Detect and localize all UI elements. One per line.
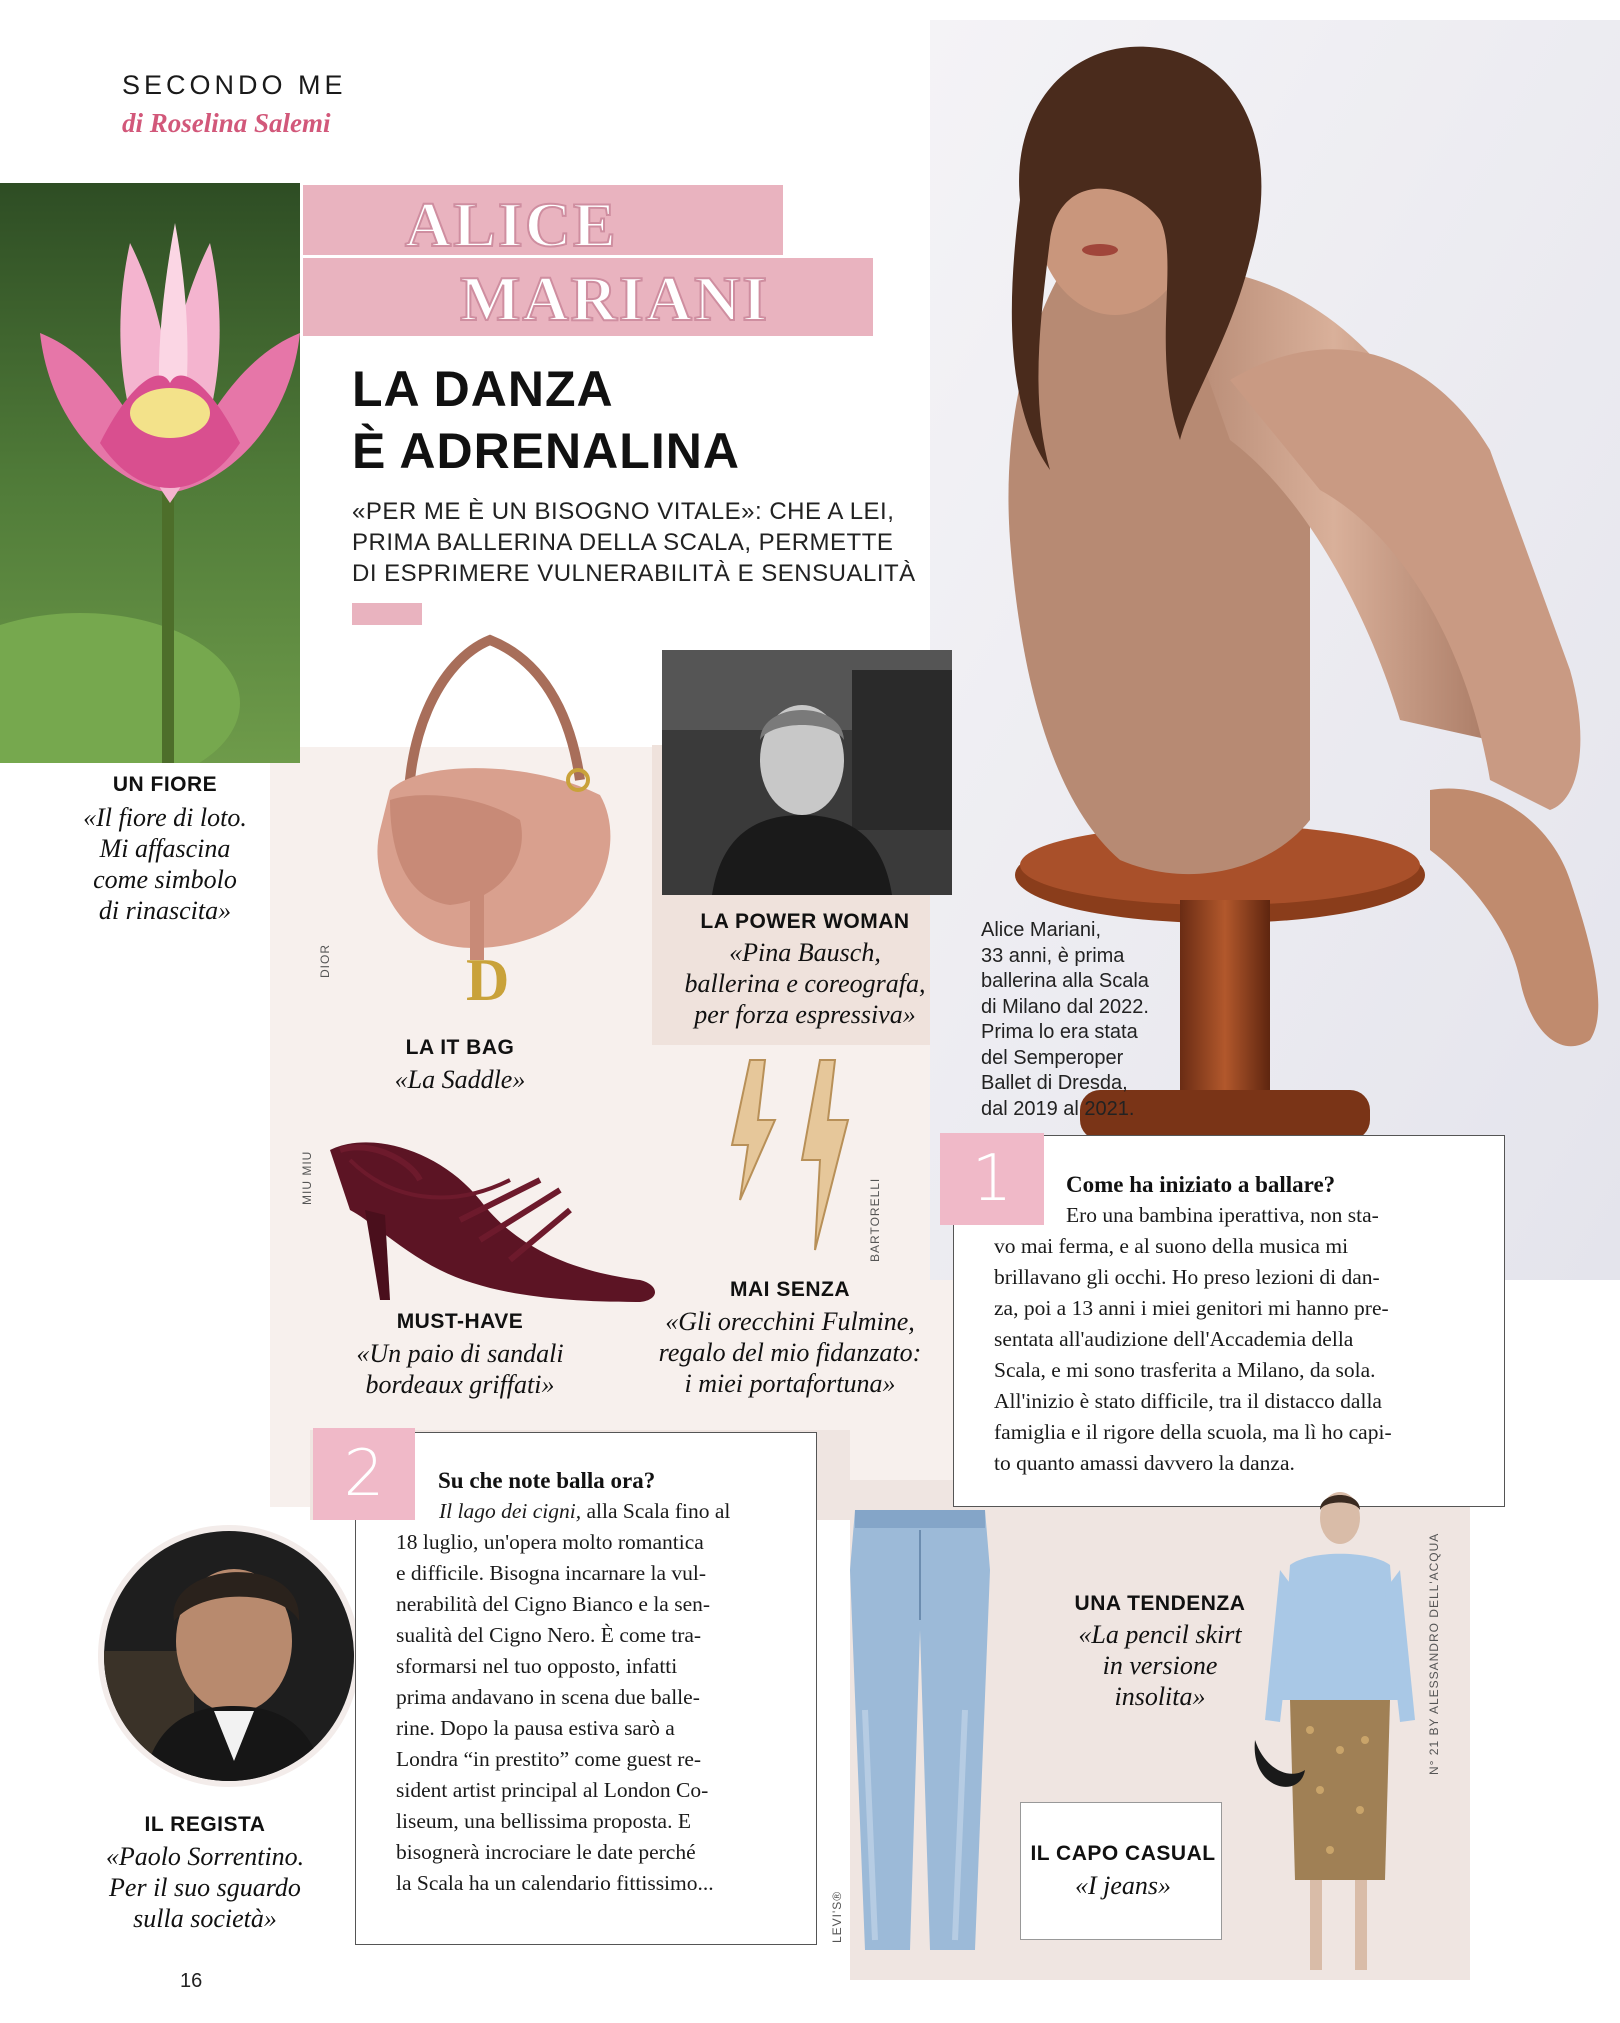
name-first: ALICE [405,189,618,260]
tendenza-quote [1040,1619,1280,1712]
qa2-line: bisognerà incrociare le date perché [396,1840,696,1864]
qa1-line: Scala, e mi sono trasferita a Milano, da sola. [994,1358,1376,1382]
qa1-line: vo mai ferma, e al suono della musica mi [994,1234,1349,1258]
photo-caption-line: 33 anni, è prima [981,944,1125,967]
regista-quote-line: sulla società» [133,1904,277,1933]
tendenza-credit: N° 21 BY ALESSANDRO DELL'ACQUA [1427,1532,1441,1775]
standfirst-line: «PER ME È UN BISOGNO VITALE»: CHE A LEI, [352,498,895,525]
powerwoman-title: LA POWER WOMAN [700,910,910,933]
capo-credit: LEVI'S® [830,1890,844,1943]
photo-caption-line: Prima lo era stata [981,1021,1138,1043]
tendenza-quote-line: «La pencil skirt [1078,1620,1242,1649]
qa2-line: e difficile. Bisogna incarnare la vul- [396,1561,707,1585]
photo-caption-line: del Semperoper [981,1046,1124,1069]
fiore-quote-line: di rinascita» [98,896,232,925]
qa2-line: liseum, una bellissima proposta. E [396,1809,691,1833]
qa2-line: sformarsi nel tuo opposto, infatti [396,1654,678,1678]
musthave-title: MUST-HAVE [396,1310,524,1333]
pencil-skirt-model-image [1250,1490,1430,1980]
fiore-quote [50,802,280,926]
photo-caption-line: dal 2019 al 2021. [981,1097,1135,1120]
tendenza-quote-line: insolita» [1114,1682,1206,1711]
photo-caption-line: Alice Mariani, [981,919,1102,941]
sandals-image [310,1120,670,1310]
qa2-line: rine. Dopo la pausa estiva sarò a [396,1716,675,1740]
maisenza-quote-line: regalo del mio fidanzato: [658,1338,922,1367]
qa1-line: All'inizio è stato difficile, tra il distacco dalla [994,1389,1382,1413]
standfirst-line: PRIMA BALLERINA DELLA SCALA, PERMETTE [352,529,894,556]
maisenza-title: MAI SENZA [730,1278,850,1301]
powerwoman-quote-line: ballerina e coreografa, [684,969,926,998]
qa1-number: 1 [940,1133,1044,1225]
lotus-photo [0,183,300,763]
qa2-line: alla Scala fino al [581,1499,731,1523]
maisenza-credit: BARTORELLI [868,1177,882,1262]
qa1-line: brillavano gli occhi. Ho preso lezioni di dan- [994,1265,1380,1289]
svg-text:D: D [466,947,510,1013]
itbag-quote: «La Saddle» [394,1065,526,1094]
name-last: MARIANI [460,263,770,334]
byline: di Roselina Salemi [122,108,331,138]
qa1-answer [994,1200,1466,1479]
qa2-line: sualità del Cigno Nero. È come tra- [396,1623,702,1647]
qa2-line: nerabilità del Cigno Bianco e la sen- [396,1592,711,1616]
qa2-line: prima andavano in scena due balle- [396,1685,700,1709]
qa1-line: Ero una bambina iperattiva, non sta- [1066,1203,1379,1227]
tendenza-quote-line: in versione [1102,1651,1218,1680]
qa1-line: sentata all'audizione dell'Accademia della [994,1327,1354,1351]
powerwoman-quote [655,937,955,1030]
qa2-line: sident artist principal al London Co- [396,1778,709,1802]
sorrentino-photo [98,1525,360,1787]
itbag-credit: DIOR [318,944,332,978]
regista-title: IL REGISTA [144,1813,266,1836]
photo-caption-line: ballerina alla Scala [981,970,1149,992]
photo-caption-line: di Milano dal 2022. [981,995,1149,1018]
musthave-credit: MIU MIU [300,1150,314,1205]
headline [352,358,740,482]
powerwoman-quote-line: «Pina Bausch, [729,938,881,967]
standfirst [352,496,916,589]
itbag-title: LA IT BAG [405,1036,515,1059]
jeans-image [845,1510,995,1960]
standfirst-line: DI ESPRIMERE VULNERABILITÀ E SENSUALITÀ [352,560,916,587]
maisenza-quote-line: «Gli orecchini Fulmine, [665,1307,915,1336]
photo-caption [981,918,1149,1122]
fiore-quote-line: Mi affascina [99,834,231,863]
fiore-quote-line: «Il fiore di loto. [83,803,247,832]
qa2-number: 2 [313,1428,415,1520]
qa2-question: Su che note balla ora? [438,1468,656,1493]
fiore-quote-line: come simbolo [93,865,237,894]
capo-title: IL CAPO CASUAL [1030,1842,1216,1865]
qa1-line: za, poi a 13 anni i miei genitori mi hanno pre- [994,1296,1389,1320]
earrings-image [720,1050,870,1265]
capo-quote: «I jeans» [1074,1871,1172,1900]
qa2-line: Londra “in prestito” come guest re- [396,1747,702,1771]
regista-quote-line: Per il suo sguardo [109,1873,301,1902]
qa2-line: 18 luglio, un'opera molto romantica [396,1530,704,1554]
photo-caption-line: Ballet di Dresda, [981,1072,1128,1094]
maisenza-quote-line: i miei portafortuna» [684,1369,896,1398]
musthave-quote [320,1338,600,1400]
qa1-line: to quanto amassi davvero la danza. [994,1451,1295,1475]
qa1-line: famiglia e il rigore della scuola, ma lì ho capi- [994,1420,1392,1444]
qa1-question: Come ha iniziato a ballare? [1066,1172,1336,1197]
regista-quote [70,1841,340,1934]
section-label: SECONDO ME [122,70,347,100]
maisenza-quote [635,1306,945,1399]
musthave-quote-line: «Un paio di sandali [356,1339,564,1368]
qa2-line: la Scala ha un calendario fittissimo... [396,1871,714,1895]
regista-quote-line: «Paolo Sorrentino. [105,1842,305,1871]
tendenza-title: UNA TENDENZA [1074,1592,1246,1615]
pina-bausch-photo [662,650,952,895]
headline-line: È ADRENALINA [352,423,740,479]
headline-line: LA DANZA [352,361,614,417]
page-number: 16 [180,1970,203,1992]
musthave-quote-line: bordeaux griffati» [365,1370,555,1399]
saddle-bag-image [330,620,630,1030]
fiore-title: UN FIORE [112,773,218,796]
qa2-answer [396,1496,779,1899]
qa2-work-title: Il lago dei cigni, [439,1499,582,1523]
powerwoman-quote-line: per forza espressiva» [694,1000,916,1029]
